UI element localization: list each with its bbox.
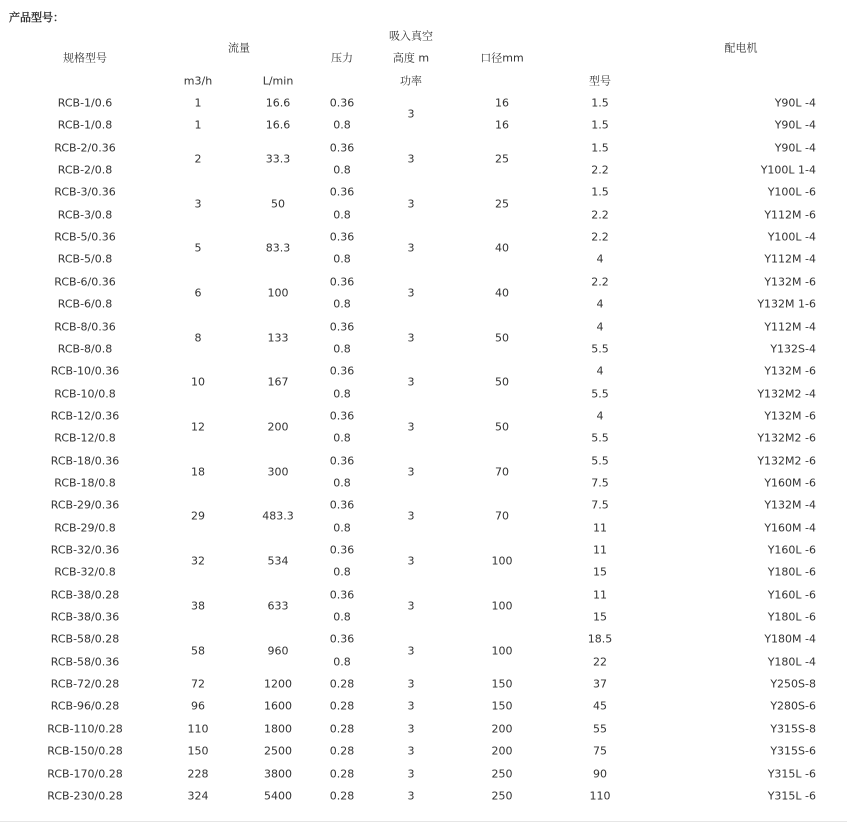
flow-m3h-cell: 110 bbox=[187, 722, 209, 736]
pressure-cell: 0.36 bbox=[329, 320, 355, 333]
model-cell: RCB-8/0.8 bbox=[57, 342, 113, 356]
pressure-cell: 0.28 bbox=[329, 744, 355, 758]
suction-height-cell: 3 bbox=[407, 152, 415, 166]
power-cell: 1.5 bbox=[591, 118, 609, 132]
flow-lmin-cell: 633 bbox=[267, 599, 289, 613]
model-cell: RCB-5/0.8 bbox=[57, 252, 113, 266]
power-cell: 1.5 bbox=[591, 96, 609, 110]
flow-m3h-cell: 324 bbox=[187, 789, 209, 803]
power-cell: 18.5 bbox=[587, 632, 613, 646]
suction-height-cell: 3 bbox=[407, 420, 415, 434]
power-cell: 37 bbox=[593, 677, 607, 691]
motor-cell: Y180M -4 bbox=[764, 632, 816, 646]
pressure-cell: 0.8 bbox=[333, 297, 351, 311]
diameter-cell: 70 bbox=[495, 465, 509, 479]
flow-m3h-cell: 29 bbox=[191, 509, 205, 523]
flow-lmin-cell: 100 bbox=[267, 286, 289, 300]
diameter-cell: 50 bbox=[495, 331, 509, 345]
model-cell: RCB-38/0.28 bbox=[50, 588, 120, 602]
motor-cell: Y112M -6 bbox=[764, 208, 816, 222]
suction-height-cell: 3 bbox=[407, 677, 415, 691]
motor-cell: Y132S-4 bbox=[770, 342, 816, 356]
pressure-cell: 0.36 bbox=[329, 364, 355, 378]
page-title: 产品型号： bbox=[9, 11, 64, 24]
pressure-cell: 0.8 bbox=[333, 342, 351, 356]
header-model: 规格型号 bbox=[63, 51, 107, 65]
model-cell: RCB-96/0.28 bbox=[50, 699, 120, 713]
motor-cell: Y90L -4 bbox=[774, 96, 816, 110]
flow-lmin-cell: 2500 bbox=[264, 744, 292, 758]
flow-lmin-cell: 33.3 bbox=[265, 152, 291, 166]
model-cell: RCB-6/0.36 bbox=[54, 275, 116, 289]
pressure-cell: 0.36 bbox=[329, 230, 355, 244]
power-cell: 11 bbox=[593, 588, 607, 602]
flow-m3h-cell: 1 bbox=[194, 118, 202, 132]
flow-lmin-cell: 133 bbox=[267, 331, 289, 345]
suction-height-cell: 3 bbox=[407, 465, 415, 479]
motor-cell: Y132M -6 bbox=[764, 364, 816, 378]
flow-lmin-cell: 960 bbox=[267, 644, 289, 658]
model-cell: RCB-3/0.8 bbox=[57, 208, 113, 222]
motor-cell: Y315S-8 bbox=[770, 722, 816, 736]
pressure-cell: 0.28 bbox=[329, 677, 355, 691]
pressure-cell: 0.8 bbox=[333, 476, 351, 490]
motor-cell: Y90L -4 bbox=[774, 141, 816, 155]
flow-lmin-cell: 167 bbox=[267, 375, 289, 389]
motor-cell: Y132M2 -6 bbox=[757, 454, 816, 468]
suction-height-cell: 3 bbox=[407, 331, 415, 345]
motor-cell: Y112M -4 bbox=[764, 252, 816, 266]
flow-lmin-cell: 1600 bbox=[264, 699, 292, 713]
power-cell: 2.2 bbox=[591, 230, 609, 244]
power-cell: 5.5 bbox=[591, 431, 609, 445]
flow-m3h-cell: 10 bbox=[191, 375, 205, 389]
flow-lmin-cell: 16.6 bbox=[265, 96, 291, 110]
power-cell: 22 bbox=[593, 655, 607, 669]
motor-cell: Y100L -6 bbox=[767, 185, 816, 199]
flow-m3h-cell: 2 bbox=[194, 152, 202, 166]
motor-cell: Y132M2 -6 bbox=[757, 431, 816, 445]
motor-cell: Y132M2 -4 bbox=[757, 387, 816, 401]
model-cell: RCB-6/0.8 bbox=[57, 297, 113, 311]
pressure-cell: 0.36 bbox=[329, 498, 355, 512]
motor-cell: Y280S-6 bbox=[770, 699, 816, 713]
pressure-cell: 0.36 bbox=[329, 96, 355, 110]
model-cell: RCB-18/0.8 bbox=[54, 476, 116, 490]
suction-height-cell: 3 bbox=[407, 722, 415, 736]
model-cell: RCB-170/0.28 bbox=[47, 767, 123, 780]
header-motor-type: 型号 bbox=[589, 74, 611, 88]
header-suction-line2: 高度 m bbox=[392, 51, 430, 65]
pressure-cell: 0.8 bbox=[333, 655, 351, 669]
model-cell: RCB-18/0.36 bbox=[50, 454, 120, 468]
flow-m3h-cell: 1 bbox=[194, 96, 202, 110]
power-cell: 110 bbox=[589, 789, 611, 803]
motor-cell: Y250S-8 bbox=[770, 677, 816, 691]
pressure-cell: 0.8 bbox=[333, 252, 351, 266]
suction-height-cell: 3 bbox=[407, 599, 415, 613]
model-cell: RCB-8/0.36 bbox=[54, 320, 116, 333]
model-cell: RCB-38/0.36 bbox=[50, 610, 120, 624]
power-cell: 11 bbox=[593, 521, 607, 535]
pressure-cell: 0.8 bbox=[333, 163, 351, 177]
pressure-cell: 0.36 bbox=[329, 409, 355, 423]
flow-m3h-cell: 12 bbox=[191, 420, 205, 434]
motor-cell: Y315L -6 bbox=[767, 789, 816, 803]
pressure-cell: 0.28 bbox=[329, 699, 355, 713]
diameter-cell: 50 bbox=[495, 420, 509, 434]
flow-lmin-cell: 50 bbox=[271, 197, 285, 211]
flow-lmin-cell: 1200 bbox=[264, 677, 292, 691]
diameter-cell: 25 bbox=[495, 197, 509, 211]
suction-height-cell: 3 bbox=[407, 699, 415, 713]
power-cell: 5.5 bbox=[591, 454, 609, 468]
pressure-cell: 0.8 bbox=[333, 610, 351, 624]
power-cell: 4 bbox=[596, 364, 604, 378]
flow-lmin-cell: 3800 bbox=[264, 767, 292, 780]
diameter-cell: 250 bbox=[491, 767, 513, 780]
pressure-cell: 0.8 bbox=[333, 431, 351, 445]
model-cell: RCB-10/0.36 bbox=[50, 364, 120, 378]
header-power: 功率 bbox=[400, 74, 422, 88]
diameter-cell: 150 bbox=[491, 699, 513, 713]
power-cell: 55 bbox=[593, 722, 607, 736]
flow-lmin-cell: 1800 bbox=[264, 722, 292, 736]
motor-cell: Y132M 1-6 bbox=[757, 297, 816, 311]
model-cell: RCB-150/0.28 bbox=[47, 744, 123, 758]
suction-height-cell: 3 bbox=[407, 241, 415, 255]
power-cell: 15 bbox=[593, 610, 607, 624]
power-cell: 4 bbox=[596, 320, 604, 333]
header-suction-line1: 吸入真空 bbox=[389, 29, 433, 43]
motor-cell: Y100L 1-4 bbox=[760, 163, 816, 177]
pressure-cell: 0.8 bbox=[333, 118, 351, 132]
motor-cell: Y160L -6 bbox=[767, 588, 816, 602]
power-cell: 11 bbox=[593, 543, 607, 557]
motor-cell: Y100L -4 bbox=[767, 230, 816, 244]
pressure-cell: 0.36 bbox=[329, 185, 355, 199]
pressure-cell: 0.36 bbox=[329, 141, 355, 155]
flow-m3h-cell: 32 bbox=[191, 554, 205, 568]
pressure-cell: 0.36 bbox=[329, 543, 355, 557]
flow-m3h-cell: 58 bbox=[191, 644, 205, 658]
flow-lmin-cell: 83.3 bbox=[265, 241, 291, 255]
flow-m3h-cell: 38 bbox=[191, 599, 205, 613]
pressure-cell: 0.36 bbox=[329, 454, 355, 468]
power-cell: 2.2 bbox=[591, 163, 609, 177]
flow-m3h-cell: 6 bbox=[194, 286, 202, 300]
pressure-cell: 0.28 bbox=[329, 789, 355, 803]
power-cell: 7.5 bbox=[591, 476, 609, 490]
flow-m3h-cell: 228 bbox=[187, 767, 209, 780]
header-diameter: 口径mm bbox=[480, 51, 524, 65]
pressure-cell: 0.8 bbox=[333, 387, 351, 401]
motor-cell: Y160L -6 bbox=[767, 543, 816, 557]
pressure-cell: 0.8 bbox=[333, 208, 351, 222]
suction-height-cell: 3 bbox=[407, 375, 415, 389]
flow-lmin-cell: 483.3 bbox=[262, 509, 294, 523]
pressure-cell: 0.36 bbox=[329, 275, 355, 289]
motor-cell: Y132M -6 bbox=[764, 275, 816, 289]
bottom-divider bbox=[0, 821, 847, 822]
suction-height-cell: 3 bbox=[407, 744, 415, 758]
diameter-cell: 16 bbox=[495, 118, 509, 132]
diameter-cell: 100 bbox=[491, 599, 513, 613]
motor-cell: Y180L -6 bbox=[767, 610, 816, 624]
diameter-cell: 250 bbox=[491, 789, 513, 803]
header-flow-lmin: L/min bbox=[262, 74, 294, 88]
suction-height-cell: 3 bbox=[407, 789, 415, 803]
power-cell: 2.2 bbox=[591, 208, 609, 222]
header-flow-m3h: m3/h bbox=[183, 74, 213, 88]
power-cell: 45 bbox=[593, 699, 607, 713]
flow-lmin-cell: 5400 bbox=[264, 789, 292, 803]
motor-cell: Y180L -6 bbox=[767, 565, 816, 579]
flow-m3h-cell: 72 bbox=[191, 677, 205, 691]
model-cell: RCB-58/0.28 bbox=[50, 632, 120, 646]
model-cell: RCB-1/0.6 bbox=[57, 96, 113, 110]
model-cell: RCB-12/0.8 bbox=[54, 431, 116, 445]
power-cell: 90 bbox=[593, 767, 607, 780]
model-cell: RCB-29/0.8 bbox=[54, 521, 116, 535]
power-cell: 15 bbox=[593, 565, 607, 579]
flow-m3h-cell: 8 bbox=[194, 331, 202, 345]
diameter-cell: 150 bbox=[491, 677, 513, 691]
diameter-cell: 200 bbox=[491, 722, 513, 736]
flow-lmin-cell: 300 bbox=[267, 465, 289, 479]
power-cell: 1.5 bbox=[591, 185, 609, 199]
flow-lmin-cell: 200 bbox=[267, 420, 289, 434]
suction-height-cell: 3 bbox=[407, 197, 415, 211]
flow-lmin-cell: 16.6 bbox=[265, 118, 291, 132]
suction-height-cell: 3 bbox=[407, 644, 415, 658]
power-cell: 1.5 bbox=[591, 141, 609, 155]
suction-height-cell: 3 bbox=[407, 767, 415, 780]
power-cell: 5.5 bbox=[591, 387, 609, 401]
motor-cell: Y160M -4 bbox=[764, 521, 816, 535]
model-cell: RCB-12/0.36 bbox=[50, 409, 120, 423]
model-cell: RCB-58/0.36 bbox=[50, 655, 120, 669]
pressure-cell: 0.8 bbox=[333, 565, 351, 579]
power-cell: 75 bbox=[593, 744, 607, 758]
motor-cell: Y90L -4 bbox=[774, 118, 816, 132]
pressure-cell: 0.36 bbox=[329, 632, 355, 646]
diameter-cell: 100 bbox=[491, 644, 513, 658]
pressure-cell: 0.28 bbox=[329, 767, 355, 780]
diameter-cell: 16 bbox=[495, 96, 509, 110]
diameter-cell: 100 bbox=[491, 554, 513, 568]
model-cell: RCB-10/0.8 bbox=[54, 387, 116, 401]
model-cell: RCB-1/0.8 bbox=[57, 118, 113, 132]
power-cell: 5.5 bbox=[591, 342, 609, 356]
diameter-cell: 50 bbox=[495, 375, 509, 389]
pressure-cell: 0.8 bbox=[333, 521, 351, 535]
diameter-cell: 25 bbox=[495, 152, 509, 166]
suction-height-cell: 3 bbox=[407, 107, 415, 121]
motor-cell: Y315L -6 bbox=[767, 767, 816, 780]
suction-height-cell: 3 bbox=[407, 509, 415, 523]
power-cell: 4 bbox=[596, 409, 604, 423]
header-flow: 流量 bbox=[228, 41, 250, 55]
model-cell: RCB-32/0.8 bbox=[54, 565, 116, 579]
suction-height-cell: 3 bbox=[407, 286, 415, 300]
model-cell: RCB-29/0.36 bbox=[50, 498, 120, 512]
pressure-cell: 0.28 bbox=[329, 722, 355, 736]
flow-m3h-cell: 150 bbox=[187, 744, 209, 758]
power-cell: 4 bbox=[596, 252, 604, 266]
header-pressure: 压力 bbox=[331, 51, 353, 65]
power-cell: 4 bbox=[596, 297, 604, 311]
motor-cell: Y180L -4 bbox=[767, 655, 816, 669]
flow-m3h-cell: 18 bbox=[191, 465, 205, 479]
flow-m3h-cell: 96 bbox=[191, 699, 205, 713]
model-cell: RCB-2/0.36 bbox=[54, 141, 116, 155]
power-cell: 2.2 bbox=[591, 275, 609, 289]
motor-cell: Y160M -6 bbox=[764, 476, 816, 490]
motor-cell: Y132M -6 bbox=[764, 409, 816, 423]
diameter-cell: 40 bbox=[495, 241, 509, 255]
pressure-cell: 0.36 bbox=[329, 588, 355, 602]
flow-m3h-cell: 3 bbox=[194, 197, 202, 211]
diameter-cell: 70 bbox=[495, 509, 509, 523]
suction-height-cell: 3 bbox=[407, 554, 415, 568]
header-motor: 配电机 bbox=[724, 41, 758, 55]
model-cell: RCB-5/0.36 bbox=[54, 230, 116, 244]
motor-cell: Y132M -4 bbox=[764, 498, 816, 512]
model-cell: RCB-110/0.28 bbox=[47, 722, 123, 736]
model-cell: RCB-2/0.8 bbox=[57, 163, 113, 177]
model-cell: RCB-32/0.36 bbox=[50, 543, 120, 557]
flow-lmin-cell: 534 bbox=[267, 554, 289, 568]
flow-m3h-cell: 5 bbox=[194, 241, 202, 255]
model-cell: RCB-3/0.36 bbox=[54, 185, 116, 199]
motor-cell: Y315S-6 bbox=[770, 744, 816, 758]
model-cell: RCB-72/0.28 bbox=[50, 677, 120, 691]
diameter-cell: 40 bbox=[495, 286, 509, 300]
model-cell: RCB-230/0.28 bbox=[47, 789, 123, 803]
power-cell: 7.5 bbox=[591, 498, 609, 512]
motor-cell: Y112M -4 bbox=[764, 320, 816, 333]
diameter-cell: 200 bbox=[491, 744, 513, 758]
